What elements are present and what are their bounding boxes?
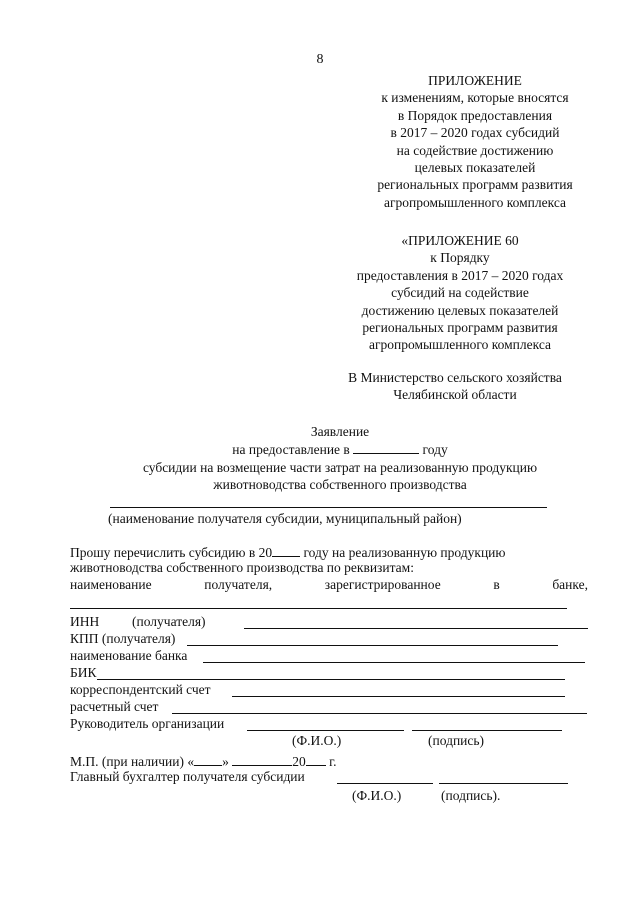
appendix-header-line: агропромышленного комплекса <box>384 194 566 210</box>
request-year-blank[interactable] <box>272 543 300 557</box>
accountant-signature-caption: (подпись). <box>441 788 501 803</box>
day-blank[interactable] <box>194 752 222 766</box>
current-account-label: расчетный счет <box>70 699 159 714</box>
kpp-field[interactable] <box>187 645 558 646</box>
appendix-60-line: к Порядку <box>430 250 490 266</box>
accountant-signature-field[interactable] <box>439 783 568 784</box>
statement-product-line: животноводства собственного производства <box>213 477 467 493</box>
head-signature-caption: (подпись) <box>428 733 485 748</box>
appendix-header-line: в 2017 – 2020 годах субсидий <box>390 125 560 141</box>
page-number: 8 <box>316 52 324 67</box>
inn-field[interactable] <box>244 628 588 629</box>
bank-name-label: наименование банка <box>70 648 188 663</box>
appendix-60-line: «ПРИЛОЖЕНИЕ 60 <box>401 233 519 248</box>
statement-title-block <box>60 423 620 494</box>
appendix-60-header <box>310 232 610 354</box>
year-blank[interactable] <box>353 440 419 454</box>
appendix-60-line: агропромышленного комплекса <box>369 337 551 353</box>
appendix-60-line: региональных программ развития <box>362 320 558 336</box>
appendix-header-line: региональных программ развития <box>377 177 573 193</box>
head-fio-field[interactable] <box>247 730 404 731</box>
recipient-bank-blank[interactable] <box>70 608 567 609</box>
appendix-header-line: ПРИЛОЖЕНИЕ <box>428 73 522 88</box>
addressee <box>320 369 590 404</box>
accountant-fio-field[interactable] <box>337 783 433 784</box>
stamp-date-line: М.П. (при наличии) « » 20 г. <box>70 754 337 769</box>
appendix-header-line: к изменениям, которые вносятся <box>381 90 569 106</box>
bank-name-field[interactable] <box>203 662 585 663</box>
addressee-line: Челябинской области <box>393 387 517 403</box>
accountant-fio-caption: (Ф.И.О.) <box>352 788 402 803</box>
accountant-label: Главный бухгалтер получателя субсидии <box>70 769 305 784</box>
bik-field[interactable] <box>97 679 565 680</box>
recipient-name-blank[interactable] <box>110 507 547 508</box>
appendix-header <box>330 72 620 211</box>
appendix-60-line: достижению целевых показателей <box>361 302 559 318</box>
head-fio-caption: (Ф.И.О.) <box>292 733 342 748</box>
head-label: Руководитель организации <box>70 716 225 731</box>
corr-account-label: корреспондентский счет <box>70 682 211 697</box>
inn-label: ИНН <box>70 614 100 629</box>
addressee-line: В Министерство сельского хозяйства <box>348 370 562 385</box>
appendix-60-line: предоставления в 2017 – 2020 годах <box>356 267 564 283</box>
appendix-60-line: субсидий на содействие <box>391 285 529 301</box>
bik-label: БИК <box>70 665 97 680</box>
statement-year-line: на предоставление в году <box>232 442 448 458</box>
statement-subject-line: субсидии на возмещение части затрат на реализованную продукцию <box>142 459 538 475</box>
inn-note: (получателя) <box>132 614 206 629</box>
request-line-3: наименование получателя, зарегистрированное в банке, <box>70 577 588 592</box>
month-blank[interactable] <box>232 752 292 766</box>
appendix-header-line: на содействие достижению <box>396 142 554 158</box>
request-line-1: Прошу перечислить субсидию в 20 году на реализованную продукцию <box>70 545 506 560</box>
recipient-caption: (наименование получателя субсидии, муниципальный район) <box>108 511 462 526</box>
appendix-header-line: целевых показателей <box>414 160 536 176</box>
request-line-2: животноводства собственного производства по реквизитам: <box>70 560 414 575</box>
statement-title: Заявление <box>310 424 370 439</box>
head-signature-field[interactable] <box>412 730 562 731</box>
date-year-blank[interactable] <box>306 752 326 766</box>
current-account-field[interactable] <box>172 713 587 714</box>
kpp-label: КПП (получателя) <box>70 631 176 646</box>
corr-account-field[interactable] <box>232 696 565 697</box>
appendix-header-line: в Порядок предоставления <box>397 107 553 123</box>
